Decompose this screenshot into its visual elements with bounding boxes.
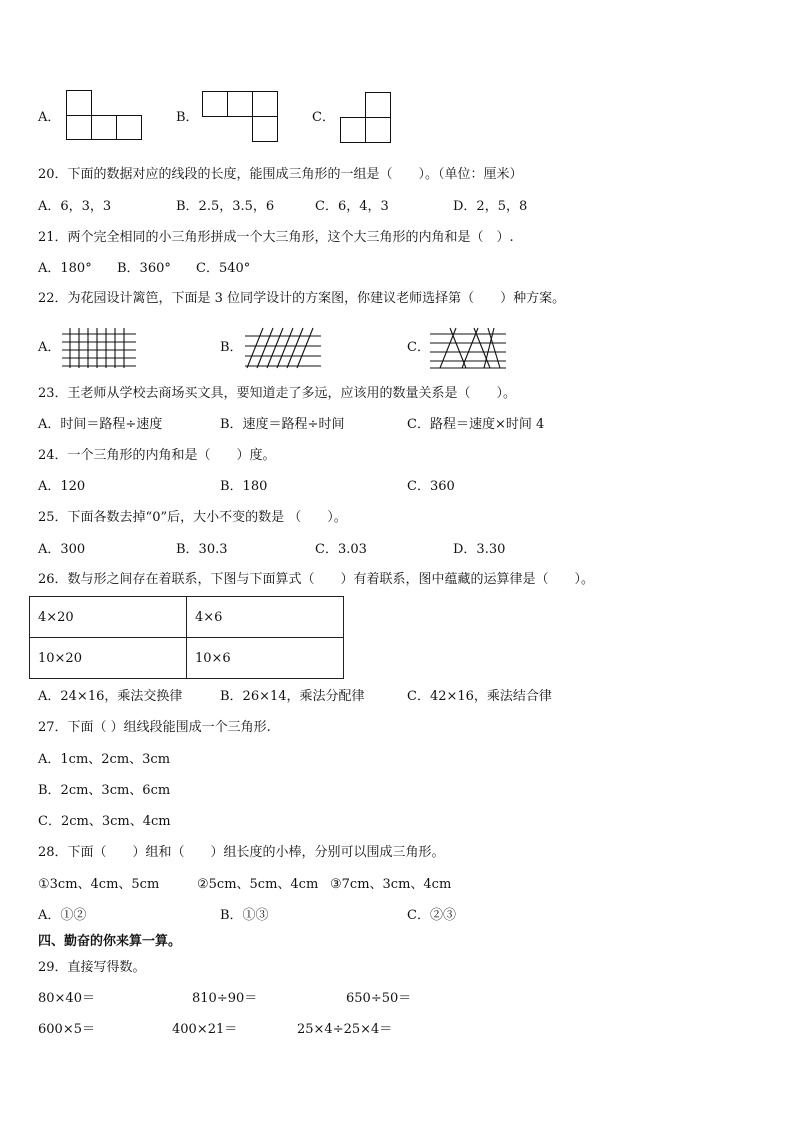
q21-stem: 21．两个完全相同的小三角形拼成一个大三角形，这个大三角形的内角和是（ ）.	[38, 230, 514, 245]
area-cell: 4×6	[187, 597, 344, 638]
area-cell: 10×6	[187, 638, 344, 679]
calc-expression: 400×21＝	[172, 1022, 238, 1037]
q22-stem: 22．为花园设计篱笆，下面是 3 位同学设计的方案图，你建议老师选择第（ ）种方案。	[38, 291, 566, 306]
q22-option-c-label[interactable]: C．	[407, 340, 430, 355]
q28-stem: 28．下面（ ）组和（ ）组长度的小棒，分别可以围成三角形。	[38, 845, 445, 860]
section-4-title: 四、勤奋的你来算一算。	[38, 934, 182, 949]
net-figure-c	[340, 92, 391, 143]
q19-option-a-label: A．	[38, 110, 61, 125]
q22-option-a-label[interactable]: A．	[38, 340, 61, 355]
q22-option-b-label[interactable]: B．	[220, 340, 243, 355]
q19-option-c-label: C．	[312, 110, 335, 125]
net-figure-a	[66, 90, 142, 140]
q25-option-c[interactable]: C．3.03	[315, 542, 367, 557]
q20-option-c[interactable]: C．6，4，3	[315, 199, 389, 214]
q28-option-c[interactable]: C．②③	[407, 908, 456, 923]
q20-option-a[interactable]: A．6，3，3	[38, 199, 112, 214]
q25-stem: 25．下面各数去掉“0”后，大小不变的数是 （ ）。	[38, 510, 347, 525]
area-cell: 10×20	[30, 638, 187, 679]
q21-option-c[interactable]: C．540°	[196, 261, 251, 276]
q20-option-b[interactable]: B．2.5，3.5，6	[176, 199, 275, 214]
q27-option-a[interactable]: A．1cm、2cm、3cm	[38, 752, 171, 767]
q26-stem: 26．数与形之间存在着联系，下图与下面算式（ ）有着联系，图中蕴藏的运算律是（ ）。	[38, 572, 595, 587]
q24-option-a[interactable]: A．120	[38, 479, 86, 494]
calc-expression: 25×4÷25×4＝	[297, 1022, 393, 1037]
q25-option-d[interactable]: D．3.30	[453, 542, 506, 557]
q26-option-c[interactable]: C．42×16，乘法结合律	[407, 689, 552, 704]
q26-option-a[interactable]: A．24×16，乘法交换律	[38, 689, 183, 704]
q24-stem: 24．一个三角形的内角和是（ ）度。	[38, 448, 276, 463]
area-model-table	[29, 596, 344, 679]
q21-option-b[interactable]: B．360°	[117, 261, 171, 276]
q28-item-1: ①3cm、4cm、5cm	[38, 877, 160, 892]
fence-design-b	[243, 326, 323, 370]
q28-item-3: ③7cm、3cm、4cm	[330, 877, 452, 892]
fence-design-c	[428, 326, 508, 370]
q25-option-b[interactable]: B．30.3	[176, 542, 228, 557]
fence-design-a	[60, 326, 138, 370]
q28-item-2: ②5cm、5cm、4cm	[197, 877, 319, 892]
q27-stem: 27．下面（ ）组线段能围成一个三角形.	[38, 720, 271, 735]
q23-option-a[interactable]: A．时间＝路程÷速度	[38, 417, 163, 432]
q28-option-a[interactable]: A．①②	[38, 908, 87, 923]
q24-option-c[interactable]: C．360	[407, 479, 455, 494]
calc-expression: 650÷50＝	[346, 991, 412, 1006]
q24-option-b[interactable]: B．180	[220, 479, 268, 494]
q25-option-a[interactable]: A．300	[38, 542, 86, 557]
q28-option-b[interactable]: B．①③	[220, 908, 269, 923]
q23-option-b[interactable]: B．速度＝路程÷时间	[220, 417, 345, 432]
calc-expression: 600×5＝	[38, 1022, 95, 1037]
q20-stem: 20．下面的数据对应的线段的长度，能围成三角形的一组是（ ）。（单位：厘米）	[38, 167, 523, 182]
q27-option-c[interactable]: C．2cm、3cm、4cm	[38, 814, 171, 829]
calc-expression: 810÷90＝	[192, 991, 258, 1006]
q27-option-b[interactable]: B．2cm、3cm、6cm	[38, 783, 171, 798]
q21-option-a[interactable]: A．180°	[38, 261, 92, 276]
q23-stem: 23．王老师从学校去商场买文具，要知道走了多远，应该用的数量关系是（ ）。	[38, 386, 517, 401]
calc-expression: 80×40＝	[38, 991, 95, 1006]
q23-option-c[interactable]: C．路程＝速度×时间 4	[407, 417, 545, 432]
q29-stem: 29．直接写得数。	[38, 960, 146, 975]
q19-option-b-label: B．	[176, 110, 199, 125]
q26-option-b[interactable]: B．26×14，乘法分配律	[220, 689, 365, 704]
area-cell: 4×20	[30, 597, 187, 638]
q20-option-d[interactable]: D．2，5，8	[453, 199, 528, 214]
net-figure-b	[202, 91, 278, 142]
